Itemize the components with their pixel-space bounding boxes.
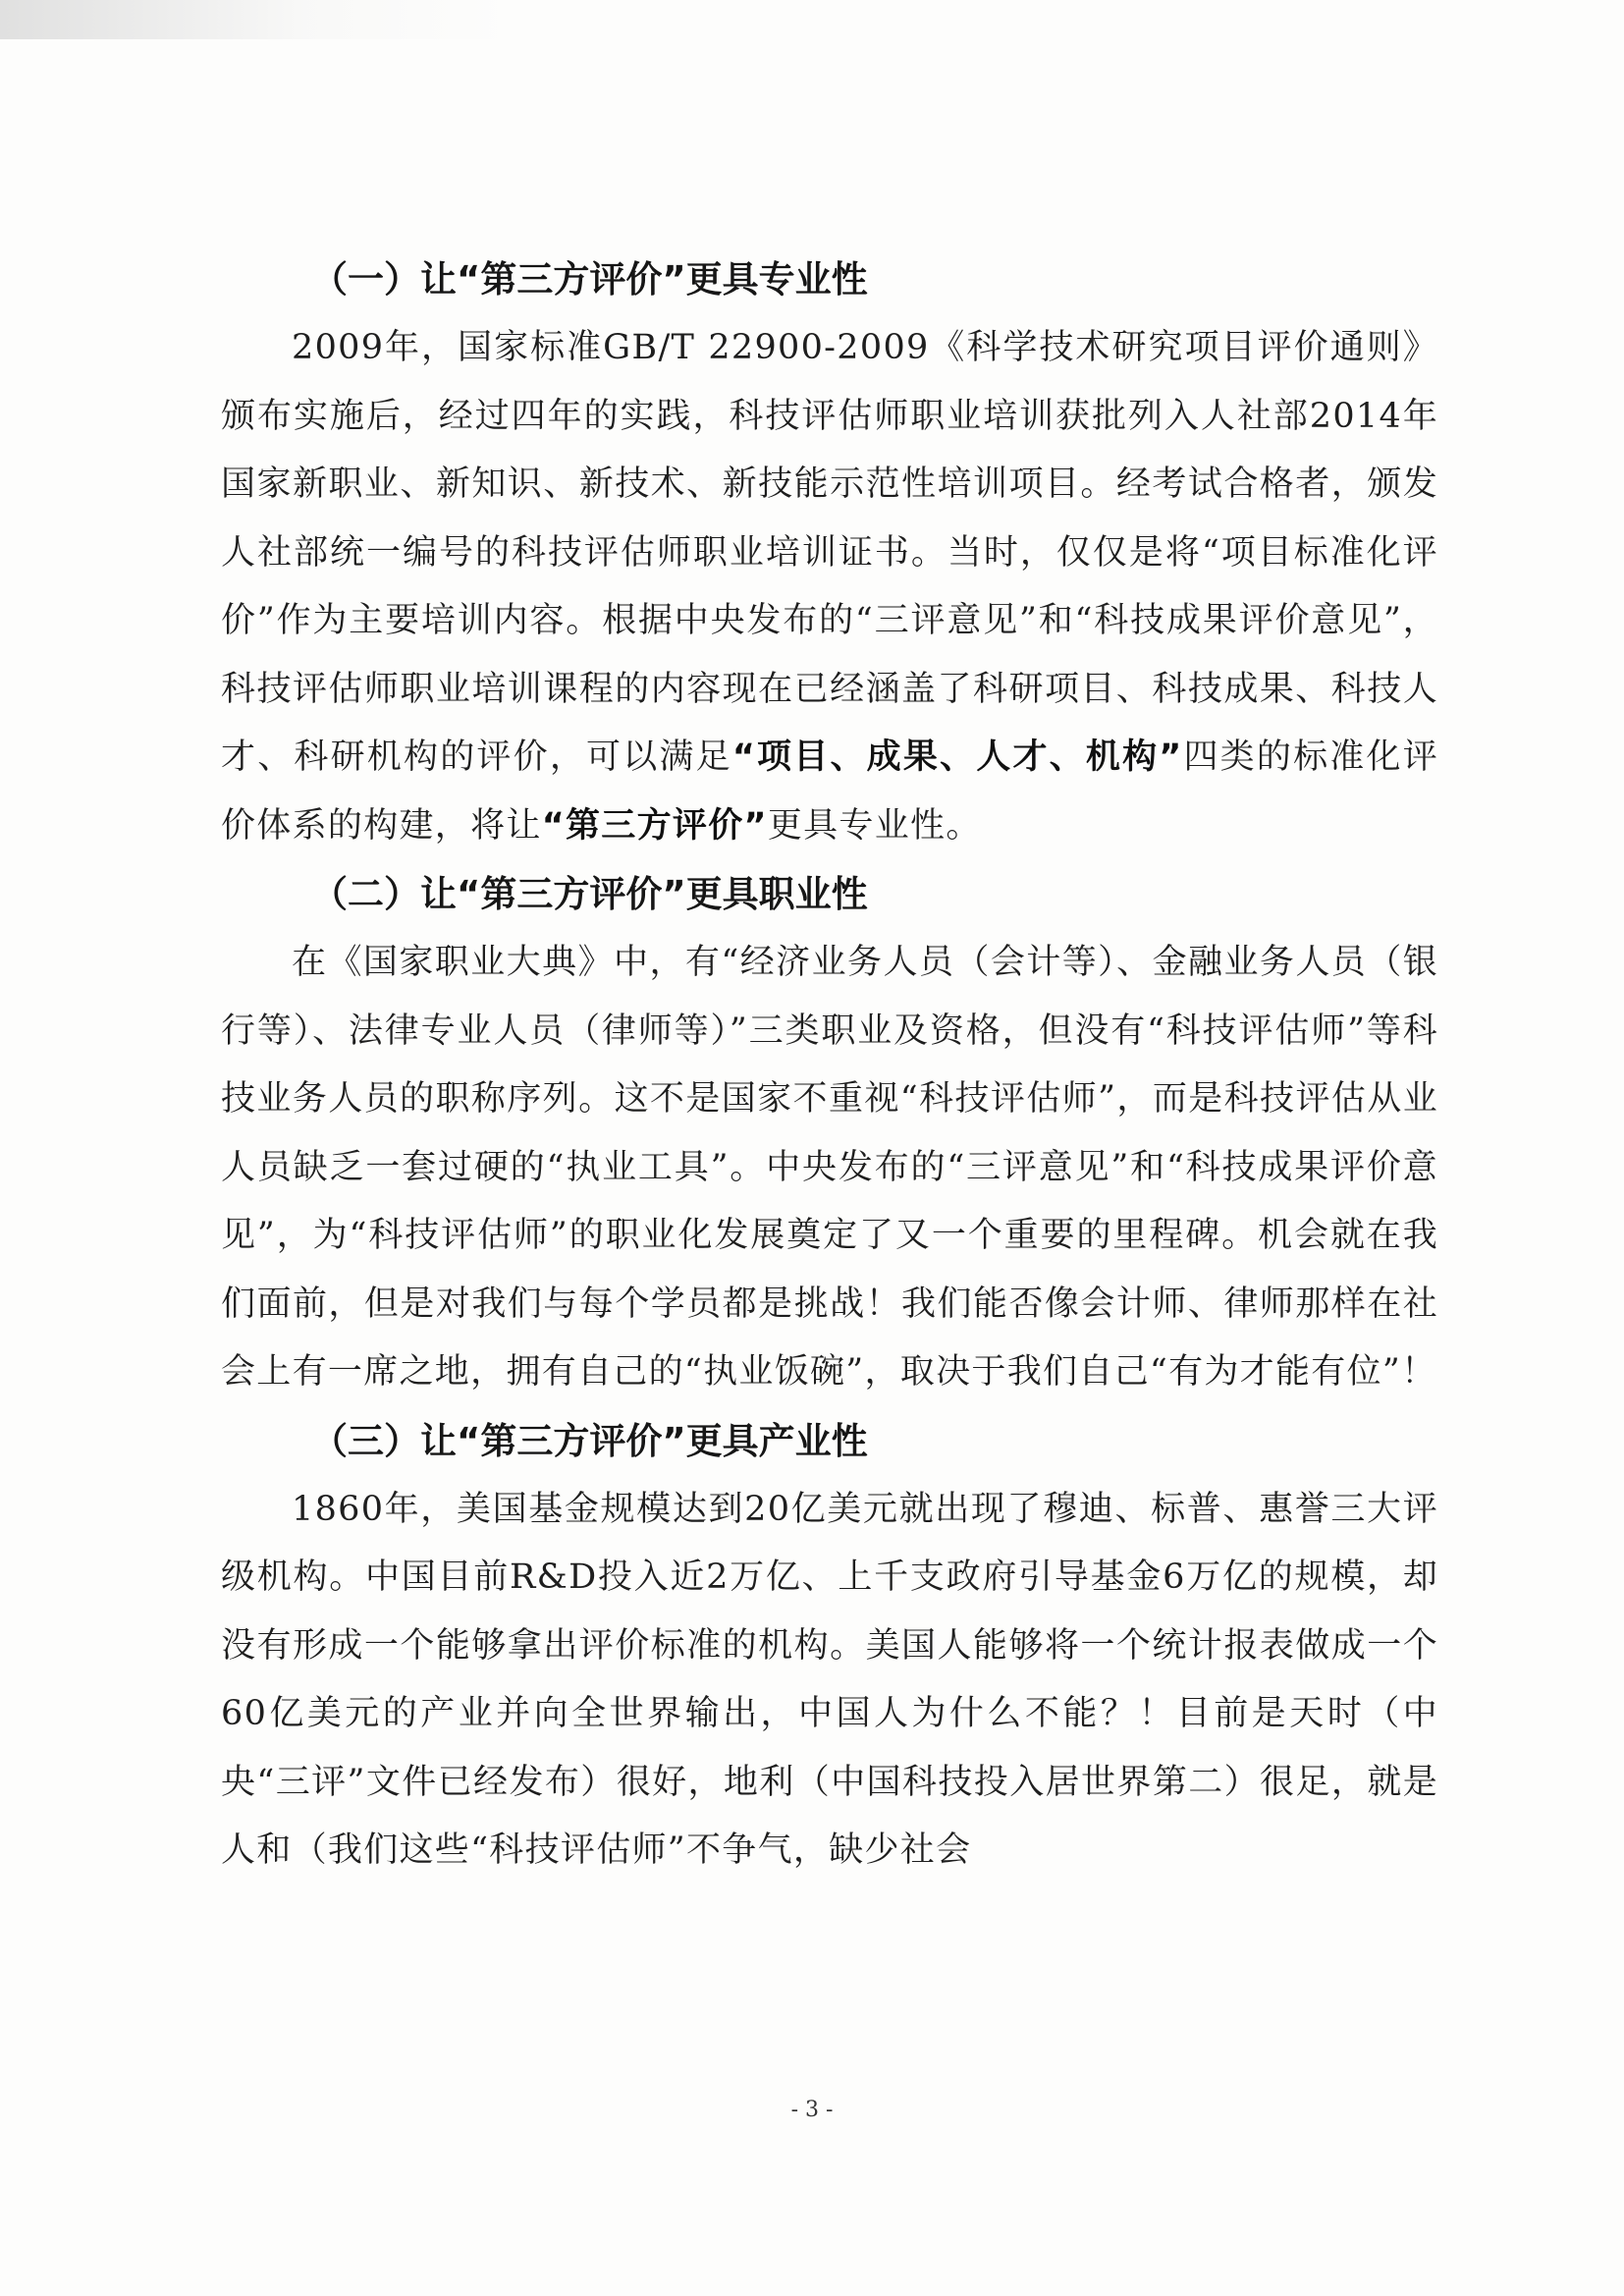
section-1-paragraph <box>221 314 1438 860</box>
section-1-text-b: 四类的标准化评价体系的构建，将让 <box>221 738 1438 846</box>
section-2-paragraph: 在《国家职业大典》中，有“经济业务人员（会计等）、金融业务人员（银行等）、法律专业人员（律师等）”三类职业及资格，但没有“科技评估师”等科技业务人员的职称序列。这不是国家不重视“科技评估师”，而是科技评估从业人员缺乏一套过硬的“执业工具”。中央发布的“三评意见”和“科技成果评价意见”，为“科技评估师”的职业化发展奠定了又一个重要的里程碑。机会就在我们面前，但是对我们与每个学员都是挑战！我们能否像会计师、律师那样在社会上有一席之地，拥有自己的“执业饭碗”，取决于我们自己“有为才能有位”！ <box>221 943 1438 1392</box>
page-number: - 3 - <box>790 2098 834 2122</box>
scan-artifact <box>0 0 511 39</box>
document-body <box>221 246 1438 1886</box>
section-3-heading: （三）让“第三方评价”更具产业性 <box>311 1419 868 1462</box>
section-1-bold-b: “第三方评价” <box>541 805 768 846</box>
section-1-text-a: 2009年，国家标准GB/T 22900-2009《科学技术研究项目评价通则》颁布实施后，经过四年的实践，科技评估师职业培训获批列入人社部2014年国家新职业、新知识、新技术、新技能示范性培训项目。经考试合格者，颁发人社部统一编号的科技评估师职业培训证书。当时，仅仅是将“项目标准化评价”作为主要培训内容。根据中央发布的“三评意见”和“科技成果评价意见”，科技评估师职业培训课程的内容现在已经涵盖了科研项目、科技成果、科技人才、科研机构的评价，可以满足 <box>221 328 1438 777</box>
section-1-heading: （一）让“第三方评价”更具专业性 <box>311 258 868 301</box>
section-3-paragraph: 1860年，美国基金规模达到20亿美元就出现了穆迪、标普、惠誉三大评级机构。中国目前R&D投入近2万亿、上千支政府引导基金6万亿的规模，却没有形成一个能够拿出评价标准的机构。美国人能够将一个统计报表做成一个60亿美元的产业并向全世界输出，中国人为什么不能？！目前是天时（中央“三评”文件已经发布）很好，地利（中国科技投入居世界第二）很足，就是人和（我们这些“科技评估师”不争气，缺少社会 <box>221 1489 1438 1870</box>
section-1-text-c: 更具专业性。 <box>767 805 982 846</box>
section-1-bold-a: “项目、成果、人才、机构” <box>731 738 1183 777</box>
section-2-heading: （二）让“第三方评价”更具职业性 <box>311 873 868 915</box>
